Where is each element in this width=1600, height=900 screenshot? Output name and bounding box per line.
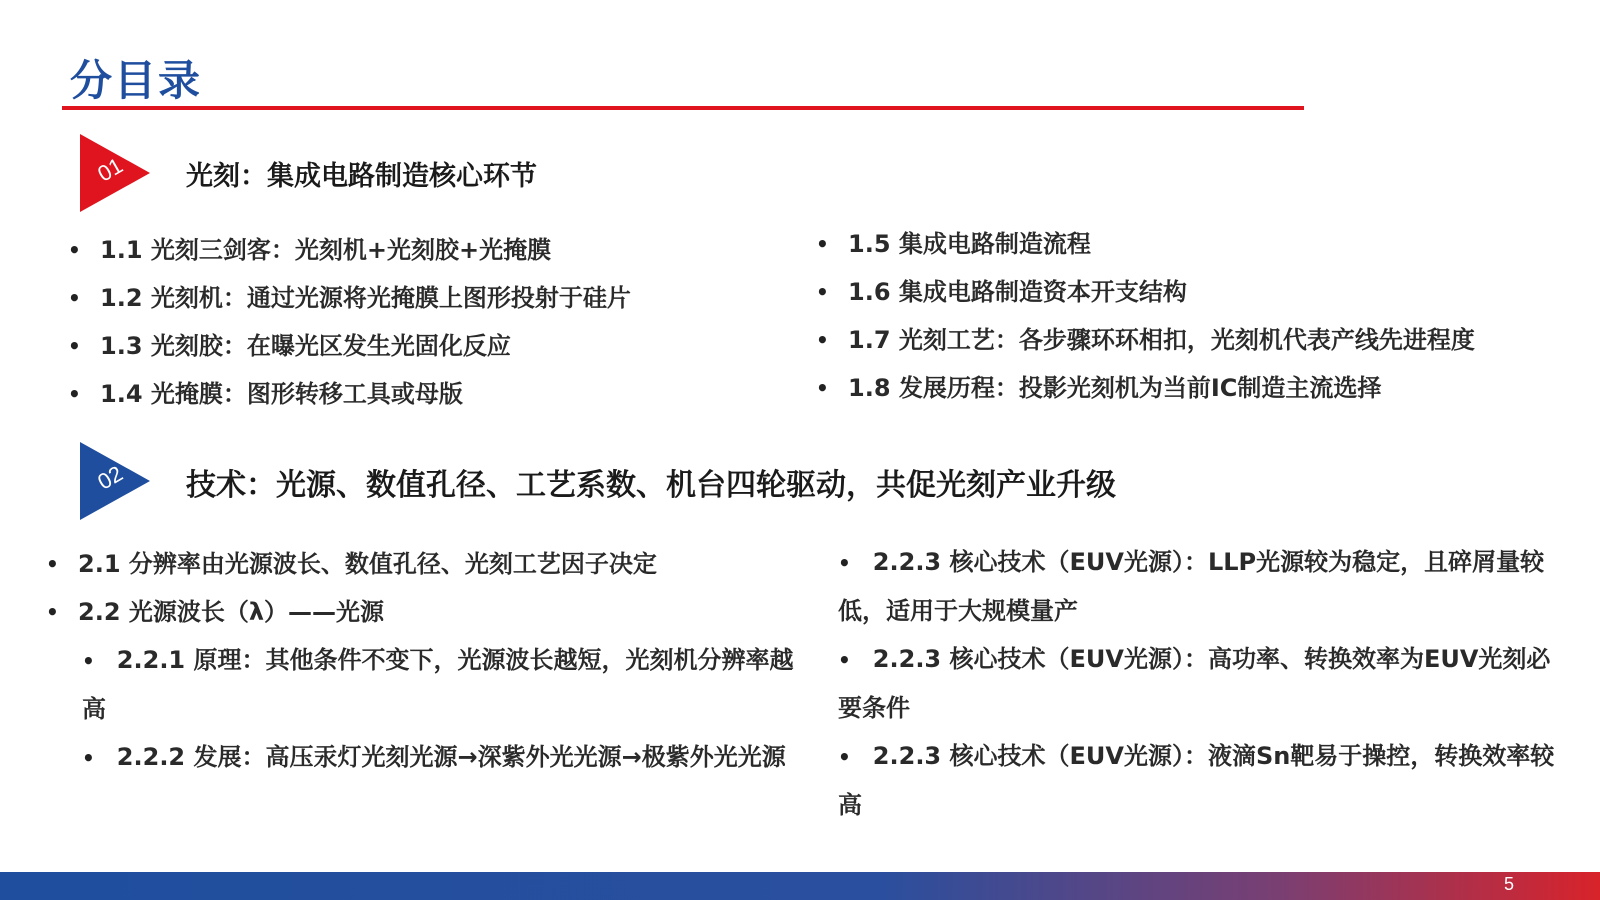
list-item[interactable]: • 2.2.3 核心技术（EUV光源）：高功率、转换效率为EUV光刻必要条件 — [838, 645, 1551, 722]
list-item[interactable]: • 1.6 集成电路制造资本开支结构 — [816, 278, 1187, 306]
section-01-left-list — [64, 226, 631, 418]
footer-bar — [0, 872, 1600, 900]
section-01-number: 01 — [93, 152, 127, 187]
page-number: 5 — [1503, 874, 1514, 894]
section-02-left-list — [42, 540, 657, 636]
list-item[interactable]: • 2.2.1 原理：其他条件不变下，光源波长越短，光刻机分辨率越高 — [82, 646, 794, 723]
section-01-right-list — [812, 220, 1475, 412]
section-01-badge — [80, 134, 150, 212]
list-item[interactable]: • 2.2.2 发展：高压汞灯光刻光源→深紫外光光源→极紫外光光源 — [82, 743, 786, 771]
section-02-left-sublist — [82, 636, 794, 782]
list-item[interactable]: • 1.7 光刻工艺：各步骤环环相扣，光刻机代表产线先进程度 — [816, 326, 1475, 354]
title-underline — [62, 106, 1304, 110]
page-title: 分目录 — [70, 56, 203, 105]
list-item[interactable]: • 1.5 集成电路制造流程 — [816, 230, 1091, 258]
list-item[interactable]: • 1.2 光刻机：通过光源将光掩膜上图形投射于硅片 — [68, 284, 631, 312]
section-02-number: 02 — [93, 460, 127, 495]
list-item[interactable]: • 2.2.3 核心技术（EUV光源）：LLP光源较为稳定，且碎屑量较低，适用于大规模量产 — [838, 548, 1545, 625]
list-item[interactable]: • 2.2.3 核心技术（EUV光源）：液滴Sn靶易于操控，转换效率较高 — [838, 742, 1555, 819]
list-item[interactable]: • 1.4 光掩膜：图形转移工具或母版 — [68, 380, 463, 408]
section-02-badge — [80, 442, 150, 520]
section-02-right-list — [838, 538, 1558, 829]
list-item[interactable]: • 1.3 光刻胶：在曝光区发生光固化反应 — [68, 332, 511, 360]
list-item[interactable]: • 2.2 光源波长（λ）——光源 — [46, 598, 385, 626]
section-02-heading: 技术：光源、数值孔径、工艺系数、机台四轮驱动，共促光刻产业升级 — [186, 468, 1116, 503]
list-item[interactable]: • 2.1 分辨率由光源波长、数值孔径、光刻工艺因子决定 — [46, 550, 657, 578]
list-item[interactable]: • 1.1 光刻三剑客：光刻机+光刻胶+光掩膜 — [68, 236, 552, 264]
section-01-heading: 光刻：集成电路制造核心环节 — [186, 161, 537, 192]
list-item[interactable]: • 1.8 发展历程：投影光刻机为当前IC制造主流选择 — [816, 374, 1382, 402]
